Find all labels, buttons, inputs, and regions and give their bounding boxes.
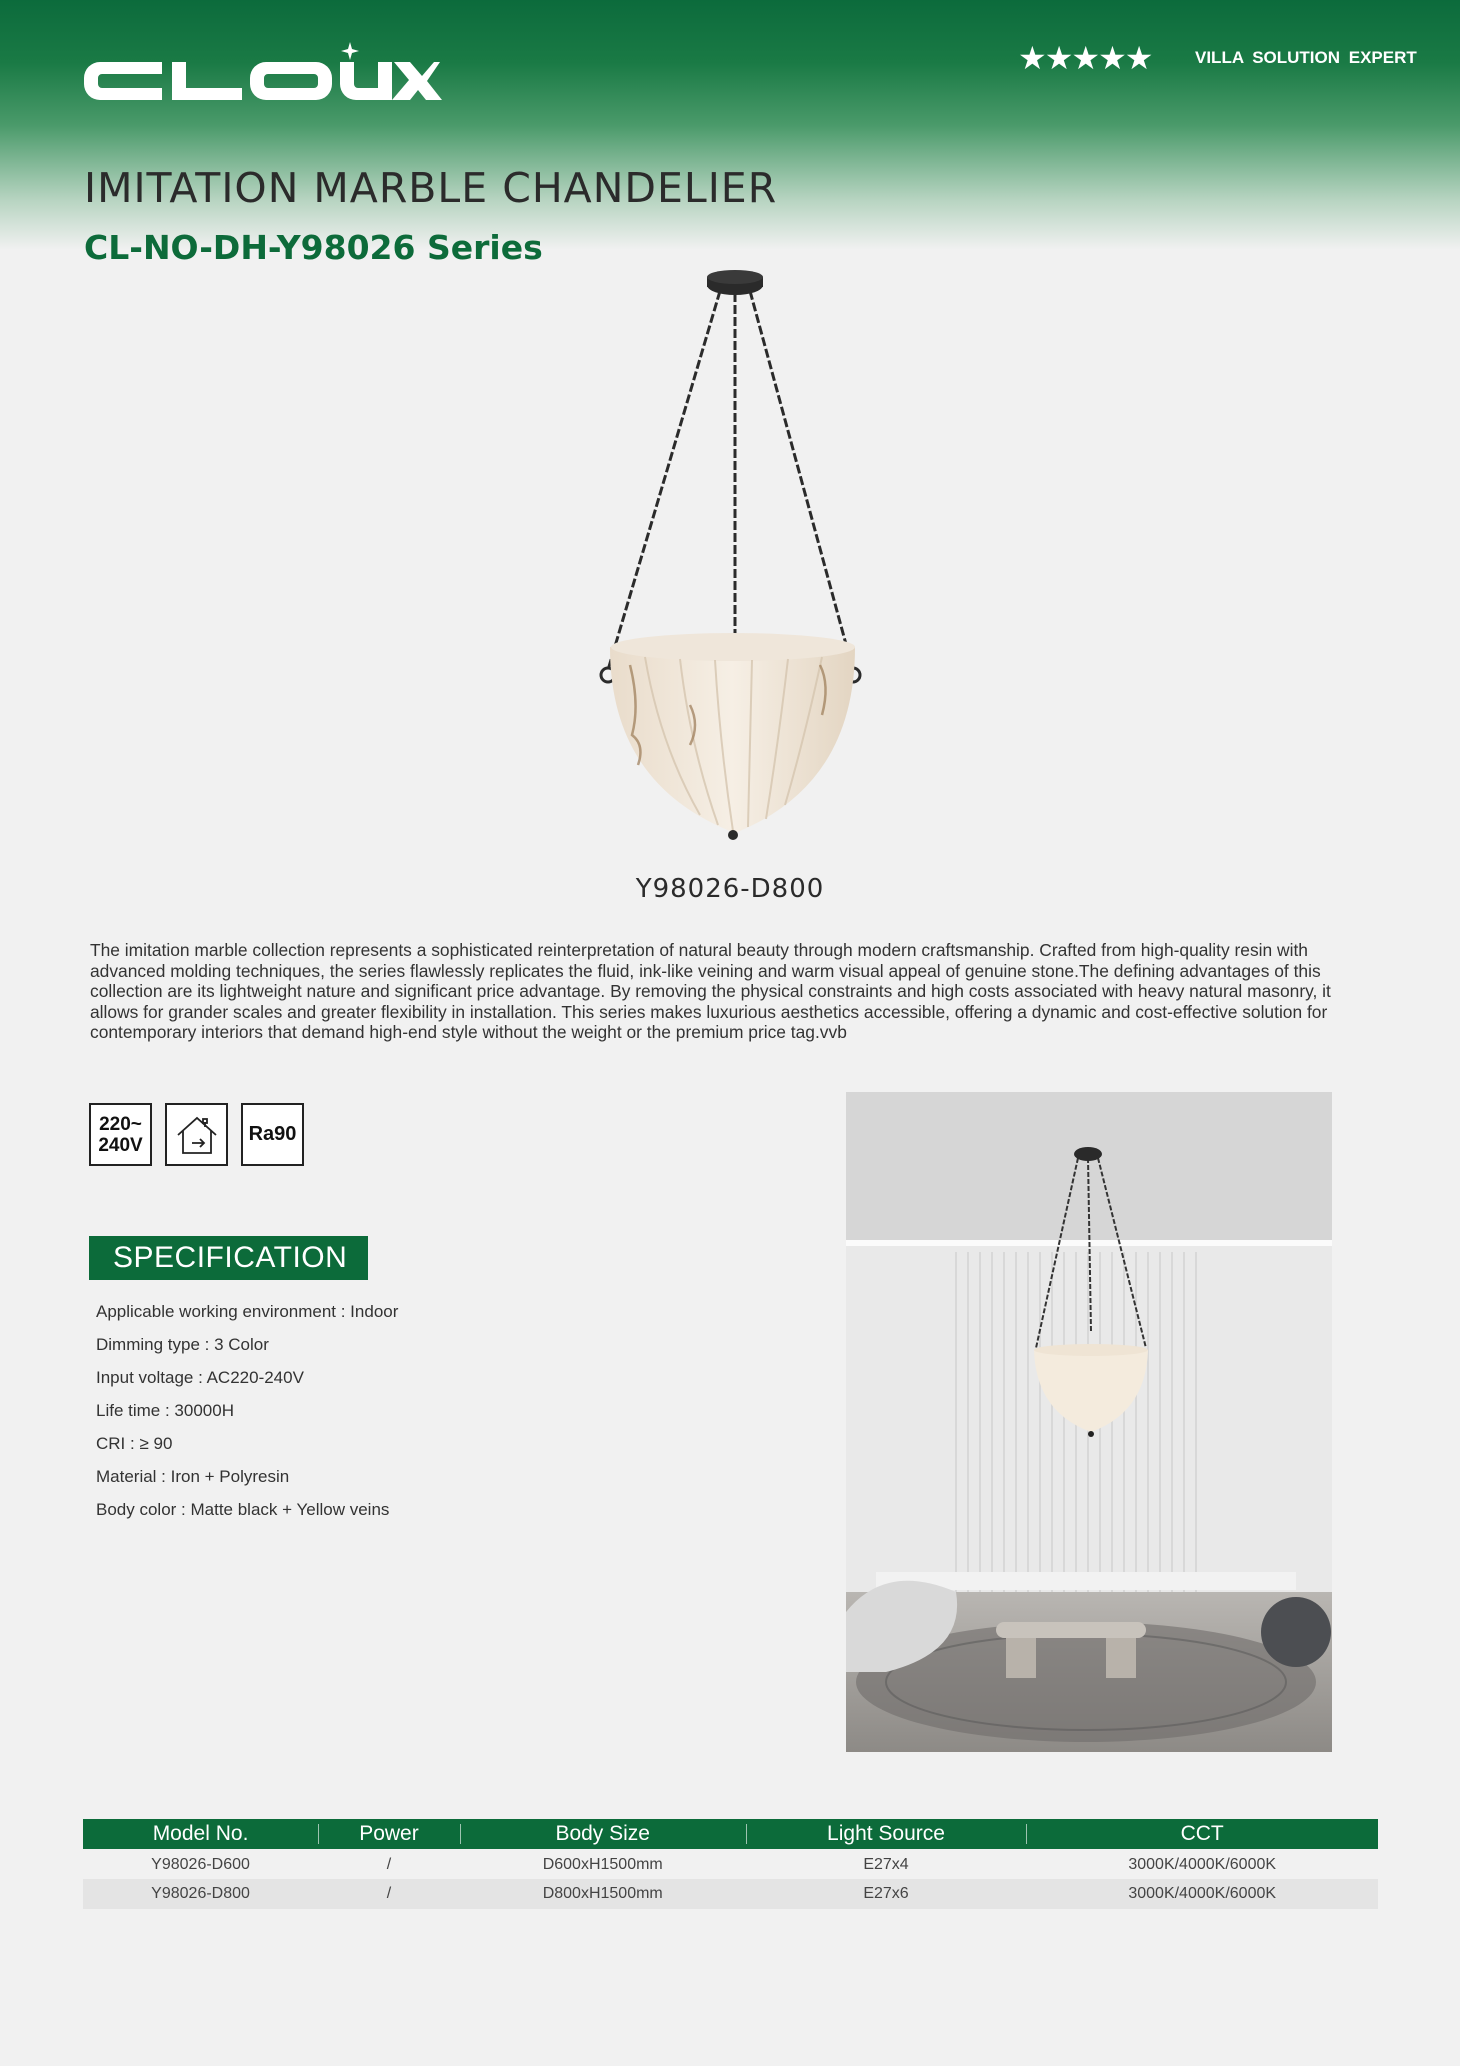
product-description: The imitation marble collection represents a sophisticated reinterpretation of natural beauty through modern craftsmanship. Crafted from high-quality resin with advanced molding techniques, the series flawlessly replicates the fluid, ink-like veining and warm visual appeal of genuine stone.The defining advantages of this collection are its lightweight nature and significant price advantage. By removing the physical constraints and high costs associated with heavy natural masonry, it allows for grander scales and greater flexibility in installation. This series makes luxurious aesthetics accessible, offering a dynamic and cost-effective solution for contemporary interiors that demand high-end style without the weight or the premium price tag.vvb [90,940,1331,1043]
cell-model: Y98026-D600 [151,1855,250,1873]
model-spec-table [83,1819,1378,1909]
spec-environment: Applicable working environment : Indoor [96,1302,399,1321]
spec-voltage: Input voltage : AC220-240V [96,1368,304,1387]
col-header-light-source: Light Source [746,1819,1027,1849]
spec-dimming: Dimming type : 3 Color [96,1335,269,1354]
cloux-logo [82,40,442,110]
cell-body-size: D600xH1500mm [542,1855,663,1873]
voltage-line-1: 220~ [99,1113,142,1135]
product-model-caption: Y98026-D800 [635,874,825,904]
col-header-cct: CCT [1026,1819,1378,1849]
tagline: VILLA SOLUTION EXPERT [1195,48,1417,67]
col-header-body-size: Body Size [460,1819,746,1849]
spec-material: Material : Iron + Polyresin [96,1467,290,1486]
page-title: IMITATION MARBLE CHANDELIER [84,164,778,212]
spec-cri: CRI : ≥ 90 [96,1434,173,1453]
feature-badges [89,1103,304,1166]
series-subtitle: CL-NO-DH-Y98026 Series [84,228,543,267]
indoor-house-icon [165,1103,228,1166]
cell-body-size: D800xH1500mm [460,1879,746,1909]
rating-stars: ★★★★★ [1018,39,1152,77]
specification-list [96,1302,398,1533]
voltage-badge [89,1103,152,1166]
spec-lifetime: Life time : 30000H [96,1401,234,1420]
cri-badge: Ra90 [241,1103,304,1166]
cell-light-source: E27x4 [863,1855,909,1873]
cell-light-source: E27x6 [746,1879,1027,1909]
table-header-row [83,1819,1378,1849]
col-header-model: Model No. [83,1819,318,1849]
col-header-power: Power [318,1819,460,1849]
spec-body-color: Body color : Matte black + Yellow veins [96,1500,390,1519]
room-scene-image [846,1092,1332,1752]
cell-cct: 3000K/4000K/6000K [1026,1879,1378,1909]
specification-heading: SPECIFICATION [89,1236,368,1280]
chandelier-product-image [590,265,880,845]
table-row [83,1879,1378,1909]
table-row [83,1849,1378,1879]
header-gradient [0,0,1460,250]
cell-power: / [386,1855,392,1873]
cell-cct: 3000K/4000K/6000K [1128,1855,1277,1873]
cell-power: / [318,1879,460,1909]
voltage-line-2: 240V [98,1134,143,1156]
cell-model: Y98026-D800 [83,1879,318,1909]
